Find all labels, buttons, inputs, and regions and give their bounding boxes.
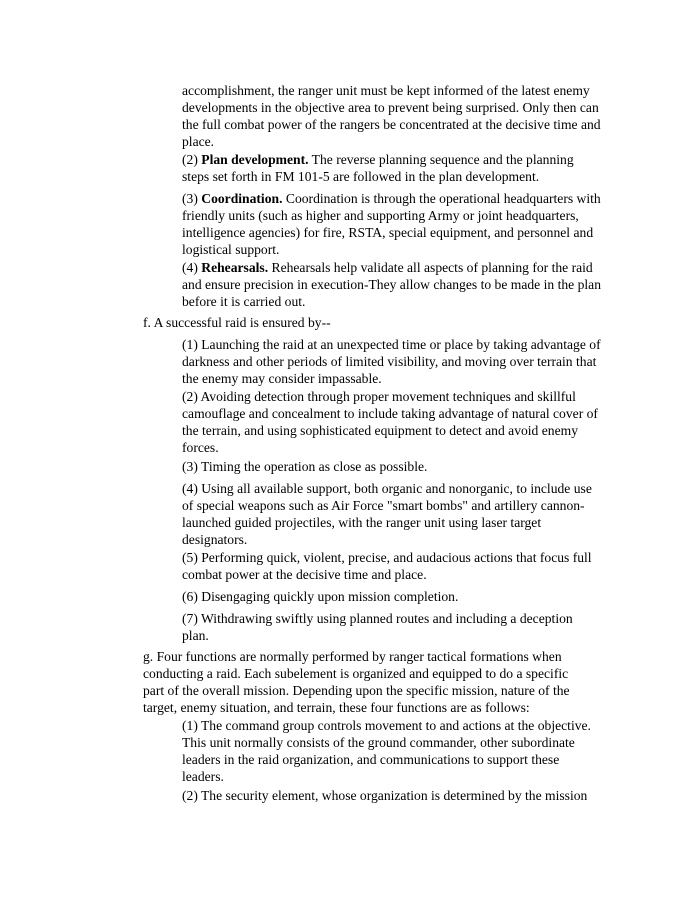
section-f-intro: f. A successful raid is ensured by-- <box>143 315 331 330</box>
item-text: Rehearsals help validate all aspects of planning for the raid and ensure precision in execution-They allow changes to be made in the plan before it is carried out. <box>182 260 601 309</box>
item-heading: Rehearsals. <box>201 260 269 275</box>
item-text: The reverse planning sequence and the planning steps set forth in FM 101-5 are followed in the plan development. <box>182 152 574 184</box>
section-f-item-4: (4) Using all available support, both organic and nonorganic, to include use of special weapons such as Air Force "smart bombs" and artillery cannon-launched guided projectiles, with the ranger unit using laser target designators. <box>182 481 592 547</box>
paragraph-coordination <box>182 190 602 258</box>
paragraph-rehearsals <box>182 259 602 310</box>
section-f-item-6: (6) Disengaging quickly upon mission completion. <box>182 589 459 604</box>
item-number: (2) <box>182 152 198 167</box>
item-heading: Coordination. <box>201 191 283 206</box>
item-heading: Plan development. <box>201 152 309 167</box>
section-f-item-5: (5) Performing quick, violent, precise, and audacious actions that focus full combat power at the decisive time and place. <box>182 550 592 582</box>
section-g-item-1: (1) The command group controls movement to and actions at the objective. This unit normally consists of the ground commander, other subordinate leaders in the raid organization, and communications to support these leaders. <box>182 718 591 784</box>
section-g-item-2: (2) The security element, whose organization is determined by the mission <box>182 788 588 803</box>
item-number: (3) <box>182 191 198 206</box>
item-text: Coordination is through the operational headquarters with friendly units (such as higher and supporting Army or joint headquarters, intelligence agencies) for fire, RSTA, special equipment, and personnel and logistical support. <box>182 191 601 257</box>
section-f-item-1: (1) Launching the raid at an unexpected time or place by taking advantage of darkness and other periods of limited visibility, and moving over terrain that the enemy may consider impassable. <box>182 337 601 386</box>
section-f-item-2: (2) Avoiding detection through proper movement techniques and skillful camouflage and concealment to include taking advantage of natural cover of the terrain, and using sophisticated equipment to detect and avoid enemy forces. <box>182 389 598 455</box>
section-g-intro: g. Four functions are normally performed by ranger tactical formations when conducting a raid. Each subelement is organized and equipped to do a specific part of the overall mission. Depending upon the specific mission, nature of the target, enemy situation, and terrain, these four functions are as follows: <box>143 649 570 715</box>
item-number: (4) <box>182 260 198 275</box>
section-f-item-7: (7) Withdrawing swiftly using planned routes and including a deception plan. <box>182 611 573 643</box>
paragraph-accomplishment: accomplishment, the ranger unit must be kept informed of the latest enemy developments in the objective area to prevent being surprised. Only then can the full combat power of the rangers be concentrated at the decisive time and place. <box>182 83 601 149</box>
paragraph-plan-development <box>182 151 602 185</box>
section-f-item-3: (3) Timing the operation as close as possible. <box>182 459 428 474</box>
